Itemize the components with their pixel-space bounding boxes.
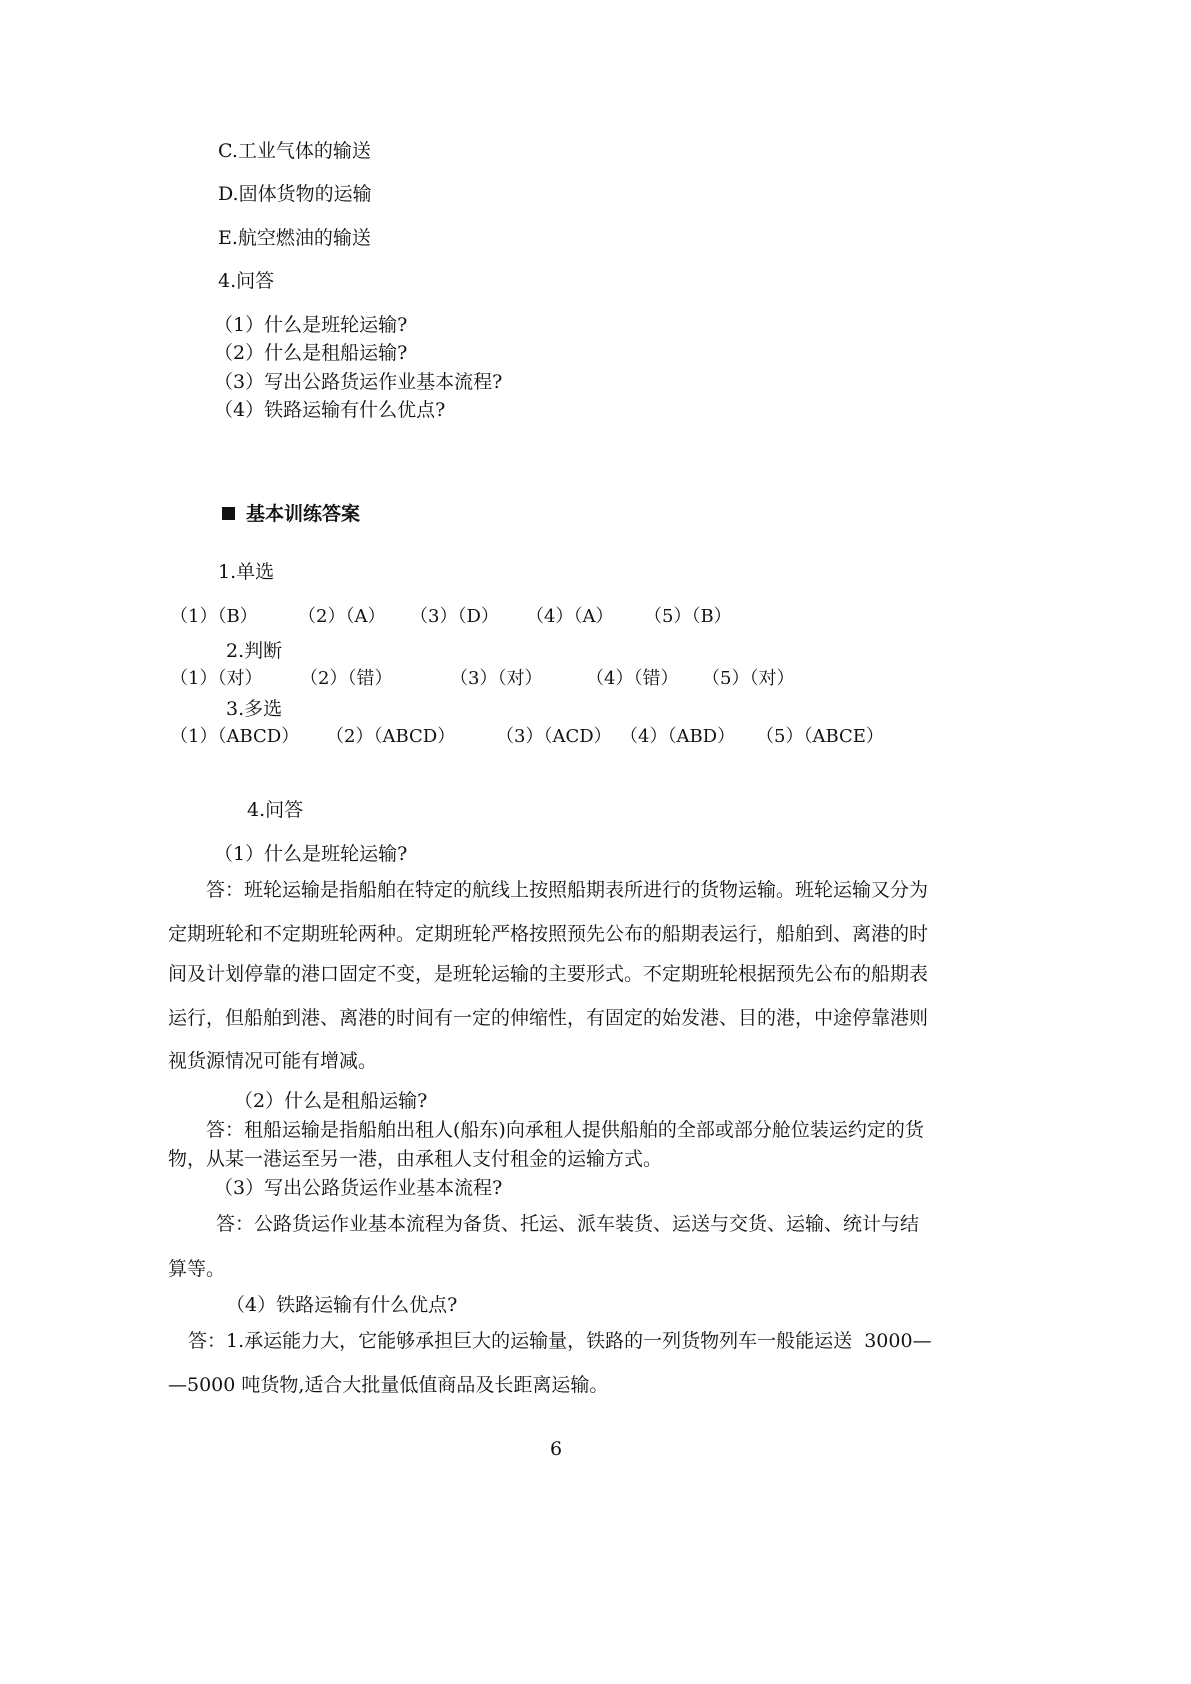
multi-answer-4: （4）（ABD）: [620, 726, 736, 747]
judge-answer-4: （4）（错）: [586, 668, 679, 689]
judge-answer-2: （2）（错）: [300, 668, 393, 689]
qa-answer-4-line-1: 答：1.承运能力大，它能够承担巨大的运输量，铁路的一列货物列车一般能运送 3000—: [188, 1330, 932, 1352]
qa-answer-2-line-2: 物，从某一港运至另一港，由承租人支付租金的运输方式。: [168, 1148, 663, 1170]
qa-title: 4.问答: [247, 799, 304, 821]
page-number: 6: [550, 1438, 563, 1460]
q4-item-4: （4）铁路运输有什么优点?: [214, 399, 446, 421]
qa-answer-1-line-2: 定期班轮和不定期班轮两种。定期班轮严格按照预先公布的船期表运行，船舶到、离港的时: [168, 923, 929, 945]
judge-answer-3: （3）（对）: [450, 668, 543, 689]
option-c: C.工业气体的输送: [218, 140, 371, 162]
qa-question-1: （1）什么是班轮运输?: [214, 843, 408, 865]
single-answer-4: （4）（A）: [526, 606, 614, 627]
q4-item-2: （2）什么是租船运输?: [214, 342, 408, 364]
qa-answer-3-line-2: 算等。: [168, 1258, 226, 1280]
qa-answer-4-line-2: —5000 吨货物,适合大批量低值商品及长距离运输。: [168, 1374, 609, 1396]
single-answer-1: （1）（B）: [170, 606, 258, 627]
qa-question-3: （3）写出公路货运作业基本流程?: [214, 1177, 503, 1199]
option-e: E.航空燃油的输送: [218, 227, 371, 249]
q4-title: 4.问答: [218, 270, 275, 292]
qa-answer-2-line-1: 答：租船运输是指船舶出租人(船东)向承租人提供船舶的全部或部分舱位装运约定的货: [206, 1119, 924, 1141]
option-d: D.固体货物的运输: [218, 183, 372, 205]
qa-question-4: （4）铁路运输有什么优点?: [226, 1294, 458, 1316]
single-answer-2: （2）（A）: [298, 606, 386, 627]
judge-title: 2.判断: [226, 640, 283, 662]
single-answer-5: （5）（B）: [644, 606, 732, 627]
single-answer-3: （3）（D）: [410, 606, 499, 627]
qa-answer-1-line-4: 运行，但船舶到港、离港的时间有一定的伸缩性，有固定的始发港、目的港，中途停靠港则: [168, 1007, 929, 1029]
multi-answer-5: （5）（ABCE）: [756, 726, 884, 747]
qa-answer-1-line-3: 间及计划停靠的港口固定不变，是班轮运输的主要形式。不定期班轮根据预先公布的船期表: [168, 963, 929, 985]
q4-item-3: （3）写出公路货运作业基本流程?: [214, 371, 503, 393]
qa-answer-1-line-5: 视货源情况可能有增减。: [168, 1050, 378, 1072]
judge-answer-1: （1）（对）: [170, 668, 263, 689]
multi-answer-1: （1）（ABCD）: [170, 726, 300, 747]
qa-answer-1-line-1: 答：班轮运输是指船舶在特定的航线上按照船期表所进行的货物运输。班轮运输又分为: [206, 879, 929, 901]
answers-heading: 基本训练答案: [246, 503, 361, 525]
multi-choice-title: 3.多选: [226, 698, 283, 720]
q4-item-1: （1）什么是班轮运输?: [214, 314, 408, 336]
multi-answer-3: （3）（ACD）: [496, 726, 612, 747]
multi-answer-2: （2）（ABCD）: [326, 726, 456, 747]
qa-question-2: （2）什么是租船运输?: [234, 1090, 428, 1112]
qa-answer-3-line-1: 答：公路货运作业基本流程为备货、托运、派车装货、运送与交货、运输、统计与结: [216, 1213, 920, 1235]
judge-answer-5: （5）（对）: [702, 668, 795, 689]
heading-square-icon: [222, 507, 235, 520]
single-choice-title: 1.单选: [218, 561, 275, 583]
